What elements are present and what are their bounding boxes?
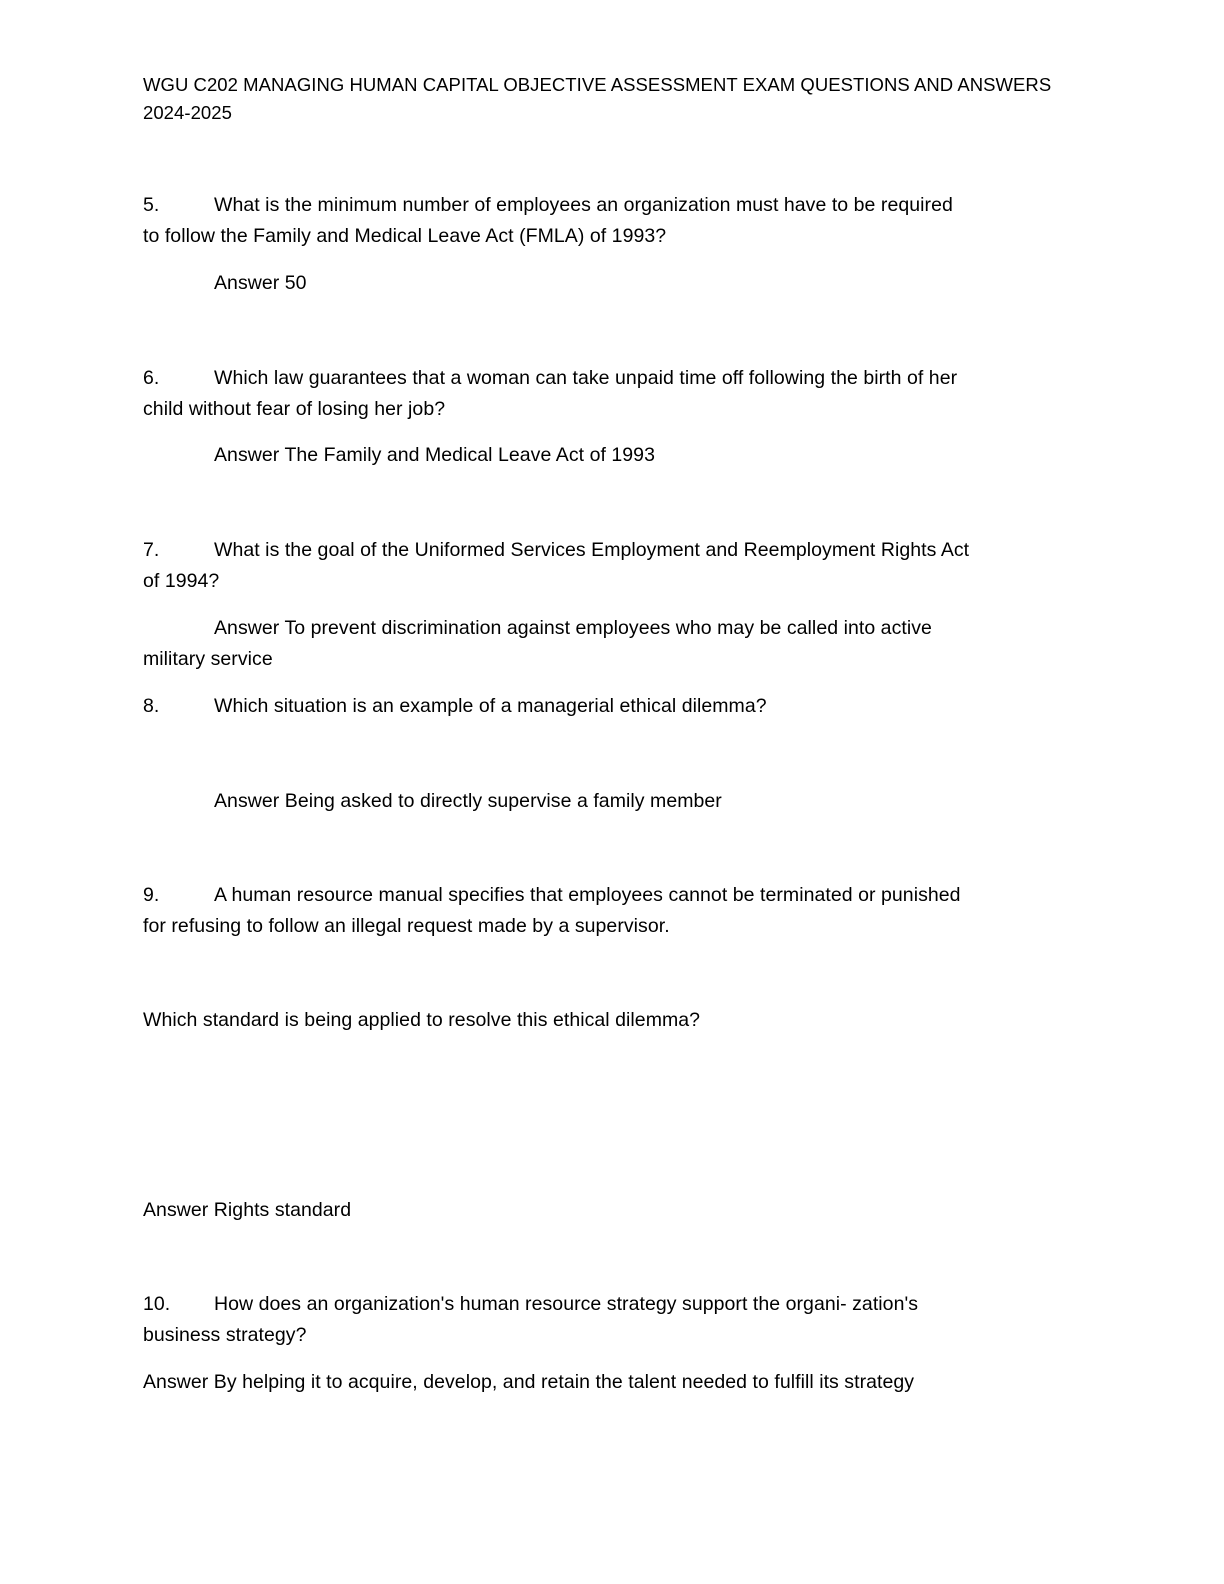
- question-text: of 1994?: [143, 570, 220, 592]
- question-number: 8.: [143, 695, 160, 717]
- question-text: Which law guarantees that a woman can take unpaid time off following the birth of her: [214, 367, 958, 389]
- question-text: to follow the Family and Medical Leave Act (FMLA) of 1993?: [143, 225, 667, 247]
- question-text: What is the goal of the Uniformed Services Employment and Reemployment Rights Act: [214, 539, 970, 561]
- answer-text: Answer By helping it to acquire, develop, and retain the talent needed to fulfill its strategy: [143, 1371, 915, 1393]
- answer-text: Answer Rights standard: [143, 1199, 352, 1221]
- answer-text: Answer Being asked to directly supervise a family member: [214, 790, 722, 812]
- question-number: 10.: [143, 1293, 171, 1315]
- question-text: A human resource manual specifies that employees cannot be terminated or punished: [214, 884, 961, 906]
- answer-text: military service: [143, 648, 273, 670]
- answer-text: Answer To prevent discrimination against employees who may be called into active: [214, 617, 932, 639]
- answer-text: Answer 50: [214, 272, 307, 294]
- question-number: 9.: [143, 884, 160, 906]
- question-number: 5.: [143, 194, 160, 216]
- question-text: How does an organization's human resource strategy support the organi- zation's: [214, 1293, 919, 1315]
- question-text: child without fear of losing her job?: [143, 398, 446, 420]
- question-text: What is the minimum number of employees an organization must have to be required: [214, 194, 953, 216]
- document-title-line-2: 2024-2025: [143, 102, 232, 123]
- question-text: Which situation is an example of a managerial ethical dilemma?: [214, 695, 767, 717]
- question-text: Which standard is being applied to resolve this ethical dilemma?: [143, 1009, 701, 1031]
- question-number: 6.: [143, 367, 160, 389]
- answer-text: Answer The Family and Medical Leave Act of 1993: [214, 444, 655, 466]
- question-text: business strategy?: [143, 1324, 307, 1346]
- question-number: 7.: [143, 539, 160, 561]
- document-title-line-1: WGU C202 MANAGING HUMAN CAPITAL OBJECTIVE ASSESSMENT EXAM QUESTIONS AND ANSWERS: [143, 74, 1052, 95]
- question-text: for refusing to follow an illegal request made by a supervisor.: [143, 915, 670, 937]
